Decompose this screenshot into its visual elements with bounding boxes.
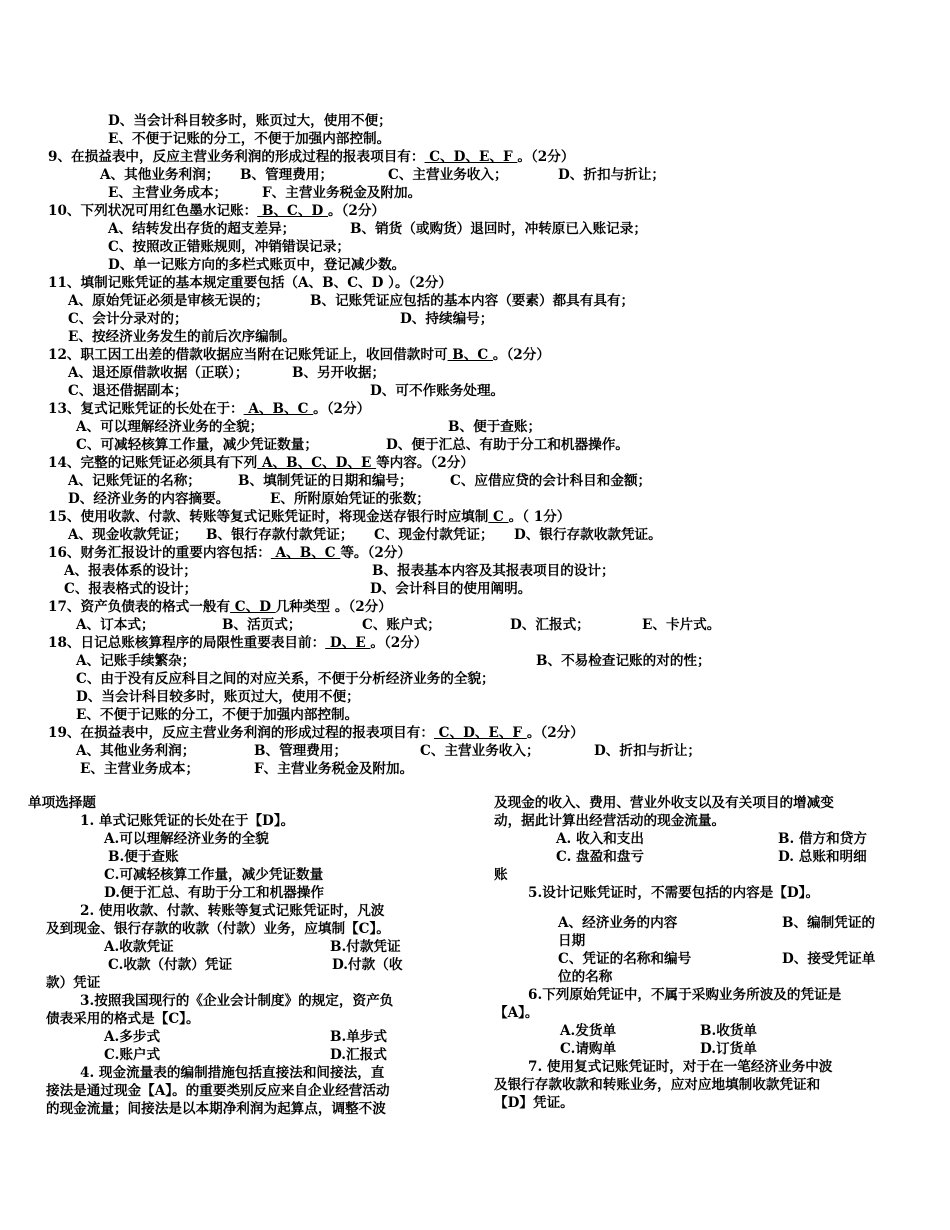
option-line: B.单步式 — [330, 1029, 388, 1045]
option-line: A、结转发出存货的超支差异； — [108, 221, 296, 237]
option-line: A.发货单 — [560, 1023, 617, 1039]
question-9: 9、在损益表中，反应主营业务利润的形成过程的报表项目有： C、D、E、F 。（2分） — [48, 149, 575, 165]
option-line: B、活页式； — [222, 617, 302, 633]
option-line: B、不易检查记账的对的性； — [536, 653, 711, 669]
question-10: 10、下列状况可用红色墨水记账： B、C、D 。（2分） — [48, 203, 386, 219]
question-16: 16、财务汇报设计的重要内容包括： A、B、C 等。（2分） — [48, 545, 411, 561]
question-12: 12、职工因工出差的借款收据应当附在记账凭证上，收回借款时可 B、C 。（2分） — [48, 347, 550, 363]
option-line: B、报表基本内容及其报表项目的设计； — [372, 563, 615, 579]
answer-blank: B、C — [447, 347, 493, 363]
option-line: A、原始凭证必须是审核无误的； — [68, 293, 269, 309]
question-line: 7. 使用复式记账凭证时，对于在一笔经济业务中波 — [528, 1059, 833, 1075]
option-line: B、填制凭证的日期和编号； — [238, 473, 413, 489]
answer-blank: C、D — [230, 599, 276, 615]
question-17: 17、资产负债表的格式一般有 C、D 几种类型 。（2分） — [48, 599, 392, 615]
answer-blank: A、B、C — [270, 545, 341, 561]
question-line: 及银行存款收款和转账业务，应对应地填制收款凭证和 — [494, 1077, 821, 1093]
option-line: D、折扣与折让； — [594, 743, 701, 759]
option-line: B、销货（或购货）退回时，冲转原已入账记录； — [350, 221, 647, 237]
option-line: C、按照改正错账规则，冲销错误记录； — [108, 239, 350, 255]
option-line: C、由于没有反应科目之间的对应关系，不便于分析经济业务的全貌； — [76, 671, 495, 687]
question-line: 及到现金、银行存款的收款（付款）业务，应填制【C】。 — [46, 921, 390, 937]
question-line: 1. 单式记账凭证的长处在于【D】。 — [80, 813, 295, 829]
answer-blank: D、E — [325, 635, 371, 651]
option-line: C、退还借据副本； — [68, 383, 188, 399]
option-line: A、订本式； — [76, 617, 155, 633]
answer-blank: C、D、E、F — [424, 149, 518, 165]
option-line: D.订货单 — [700, 1041, 757, 1057]
question-18: 18、日记总账核算程序的局限性重要表目前： D、E 。（2分） — [48, 635, 428, 651]
option-line: A.可以理解经济业务的全貌 — [104, 831, 269, 847]
option-line: 位的名称 — [558, 969, 613, 985]
option-line: D、银行存款收款凭证。 — [514, 527, 662, 543]
option-line: C、会计分录对的； — [68, 311, 188, 327]
option-line: D、持续编号； — [400, 311, 494, 327]
option-line: B.收货单 — [700, 1023, 758, 1039]
question-11: 11、填制记账凭证的基本规定重要包括（A、B、C、D ）。（2分） — [48, 275, 452, 291]
option-line: F、主营业务税金及附加。 — [262, 185, 422, 201]
question-line: 接法是通过现金【A】。的重要类别反应来自企业经营活动 — [46, 1083, 390, 1099]
answer-blank: C — [488, 509, 509, 525]
option-line: A、经济业务的内容 — [558, 915, 678, 931]
option-line: D、当会计科目较多时，账页过大，使用不便； — [76, 689, 360, 705]
option-line: D.汇报式 — [330, 1047, 387, 1063]
option-line: E、卡片式。 — [642, 617, 721, 633]
option-line: B、另开收据； — [292, 365, 386, 381]
question-13: 13、复式记账凭证的长处在于： A、B、C 。（2分） — [48, 401, 371, 417]
question-line: 2. 使用收款、付款、转账等复式记账凭证时，凡波 — [80, 903, 385, 919]
option-line: D、便于汇总、有助于分工和机器操作。 — [386, 437, 629, 453]
option-line: D、折扣与折让； — [558, 167, 665, 183]
option-line: B.便于查账 — [108, 849, 179, 865]
option-line: C. 盘盈和盘亏 — [556, 849, 645, 865]
option-line: A. 收入和支出 — [556, 831, 644, 847]
question-19: 19、在损益表中，反应主营业务利润的形成过程的报表项目有： C、D、E、F 。（2分） — [48, 725, 584, 741]
option-line: E、不便于记账的分工，不便于加强内部控制。 — [108, 131, 391, 147]
option-line: A、其他业务利润； — [76, 743, 196, 759]
option-line: 款）凭证 — [46, 975, 101, 991]
option-line: A、记账手续繁杂； — [76, 653, 196, 669]
option-line: B、银行存款付款凭证； — [206, 527, 354, 543]
option-line: D. 总账和明细 — [778, 849, 867, 865]
option-line: B、编制凭证的 — [782, 915, 876, 931]
option-line: D、汇报式； — [510, 617, 590, 633]
option-line: C.收款（付款）凭证 — [108, 957, 233, 973]
option-line: D、单一记账方向的多栏式账页中，登记减少数。 — [108, 257, 406, 273]
question-line: 债表采用的格式是【C】。 — [46, 1011, 200, 1027]
question-line: 的现金流量；间接法是以本期净利润为起算点，调整不波 — [46, 1101, 386, 1117]
option-line: C、应借应贷的会计科目和金额； — [450, 473, 652, 489]
option-line: C.请购单 — [560, 1041, 617, 1057]
option-line: C.账户式 — [104, 1047, 161, 1063]
option-line: D、可不作账务处理。 — [370, 383, 505, 399]
option-line: A、可以理解经济业务的全貌； — [76, 419, 264, 435]
option-line: E、所附原始凭证的张数； — [270, 491, 430, 507]
option-line: D.付款（收 — [332, 957, 403, 973]
option-line: A、现金收款凭证； — [68, 527, 188, 543]
option-line: C、主营业务收入； — [420, 743, 540, 759]
option-line: A、报表体系的设计； — [64, 563, 197, 579]
question-line: 6.下列原始凭证中，不属于采购业务所波及的凭证是 — [528, 987, 842, 1003]
question-line: 【D】凭证。 — [494, 1095, 574, 1111]
option-line: B.付款凭证 — [330, 939, 401, 955]
option-line: C、报表格式的设计； — [64, 581, 198, 597]
option-line: A、记账凭证的名称； — [68, 473, 201, 489]
question-line: 动，据此计算出经营活动的现金流量。 — [494, 813, 726, 829]
answer-blank: B、C、D — [257, 203, 328, 219]
question-line: 及现金的收入、费用、营业外收支以及有关项目的增减变 — [494, 795, 834, 811]
option-line: E、不便于记账的分工，不便于加强内部控制。 — [76, 707, 359, 723]
option-line: D、接受凭证单 — [782, 951, 876, 967]
option-line: C、现金付款凭证； — [374, 527, 494, 543]
question-line: 3.按照我国现行的《企业会计制度》的规定，资产负 — [80, 993, 394, 1009]
option-line: B、便于查账； — [448, 419, 542, 435]
option-line: D.便于汇总、有助于分工和机器操作 — [104, 885, 324, 901]
question-14: 14、完整的记账凭证必须具有下列 A、B、C、D、E 等内容。（2分） — [48, 455, 474, 471]
option-line: 日期 — [558, 933, 586, 949]
option-line: B. 借方和贷方 — [778, 831, 867, 847]
section-title: 单项选择题 — [28, 795, 96, 811]
option-line: B、记账凭证应包括的基本内容（要素）都具有具有； — [310, 293, 635, 309]
option-line: 账 — [494, 867, 508, 883]
option-line: D、当会计科目较多时，账页过大，使用不便； — [108, 113, 392, 129]
option-line: C、凭证的名称和编号 — [558, 951, 692, 967]
option-line: A.多步式 — [104, 1029, 161, 1045]
question-15: 15、使用收款、付款、转账等复式记账凭证时，将现金送存银行时应填制 C 。（ 1分） — [48, 509, 571, 525]
option-line: B、管理费用； — [240, 167, 334, 183]
question-line: 【A】。 — [494, 1005, 539, 1021]
option-line: E、主营业务成本； — [80, 761, 200, 777]
option-line: C、可减轻核算工作量，减少凭证数量； — [76, 437, 318, 453]
option-line: A.收款凭证 — [104, 939, 174, 955]
option-line: C、账户式； — [362, 617, 441, 633]
option-line: B、管理费用； — [254, 743, 348, 759]
answer-blank: C、D、E、F — [433, 725, 527, 741]
option-line: C、主营业务收入； — [388, 167, 508, 183]
option-line: F、主营业务税金及附加。 — [254, 761, 414, 777]
option-line: E、主营业务成本； — [108, 185, 228, 201]
option-line: D、经济业务的内容摘要。 — [68, 491, 230, 507]
question-line: 5.设计记账凭证时，不需要包括的内容是【D】。 — [528, 885, 820, 901]
option-line: A、其他业务利润； — [100, 167, 220, 183]
option-line: A、退还原借款收据（正联）； — [68, 365, 249, 381]
answer-blank: A、B、C、D、E — [257, 455, 377, 471]
answer-blank: A、B、C — [243, 401, 314, 417]
question-line: 4. 现金流量表的编制措施包括直接法和间接法，直 — [80, 1065, 385, 1081]
option-line: E、按经济业务发生的前后次序编制。 — [68, 329, 296, 345]
option-line: D、会计科目的使用阐明。 — [370, 581, 532, 597]
option-line: C.可减轻核算工作量，减少凭证数量 — [104, 867, 324, 883]
